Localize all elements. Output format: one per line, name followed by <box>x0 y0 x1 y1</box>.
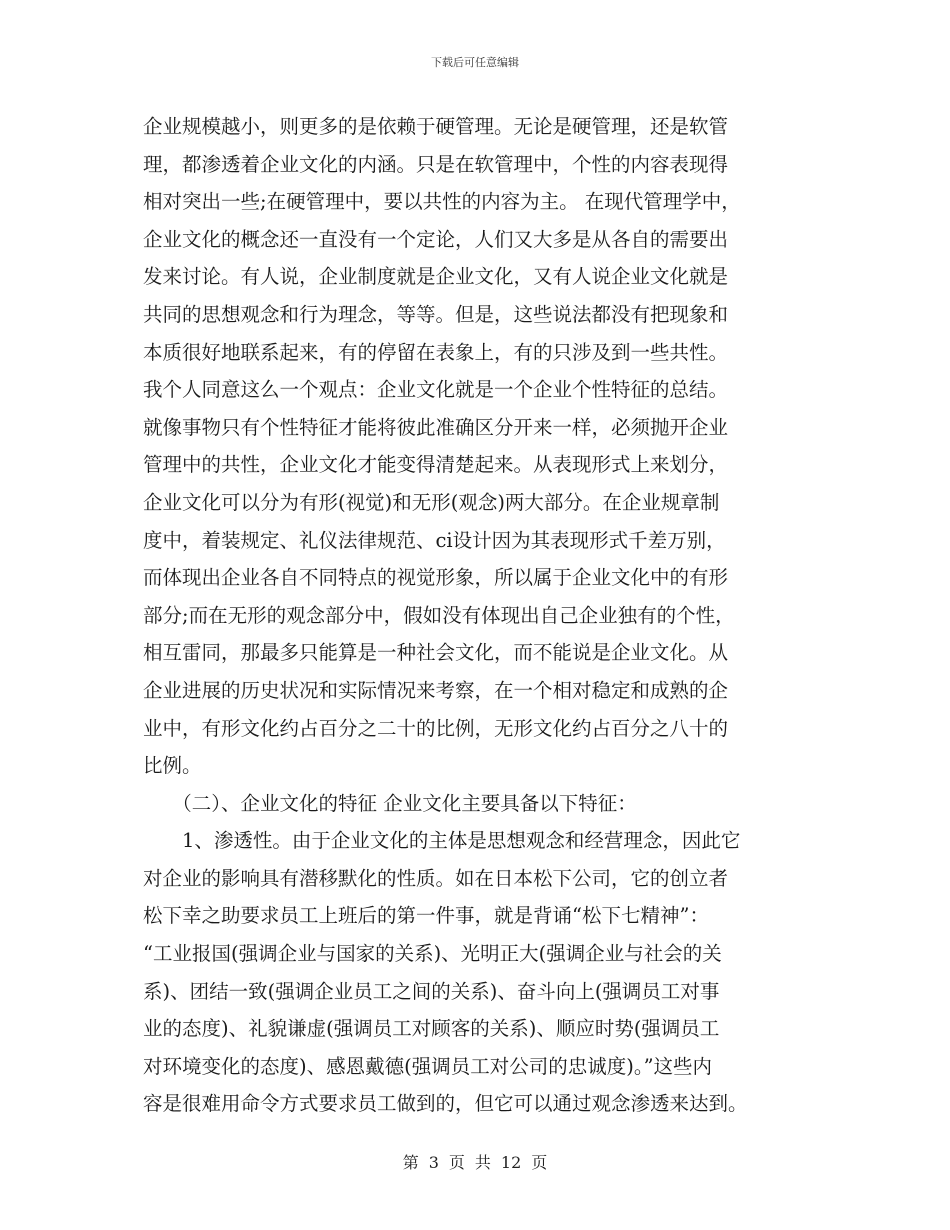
text-line: 业的态度)、礼貌谦虚(强调员工对顾客的关系)、顺应时势(强调员工 <box>143 1017 720 1041</box>
document-body <box>143 108 813 1123</box>
text-line: “工业报国(强调企业与国家的关系)、光明正大(强调企业与社会的关 <box>143 942 722 966</box>
text-line: 我个人同意这么一个观点：企业文化就是一个企业个性特征的总结。 <box>143 378 729 402</box>
text-line: 业中，有形文化约占百分之二十的比例，无形文化约占百分之八十的 <box>143 716 729 740</box>
text-line: 企业文化可以分为有形(视觉)和无形(观念)两大部分。在企业规章制 <box>143 490 720 514</box>
text-line: 1、渗透性。由于企业文化的主体是思想观念和经营理念，因此它 <box>143 829 741 853</box>
footer-total-word: 共 <box>474 1153 491 1172</box>
text-line: 共同的思想观念和行为理念，等等。但是，这些说法都没有把现象和 <box>143 302 729 326</box>
text-line: 企业规模越小，则更多的是依赖于硬管理。无论是硬管理，还是软管 <box>143 115 729 138</box>
footer-current-page: 3 <box>428 1153 439 1172</box>
footer-page-word: 页 <box>448 1153 465 1172</box>
text-line: 发来讨论。有人说，企业制度就是企业文化，又有人说企业文化就是 <box>143 265 729 289</box>
page-footer <box>0 1150 950 1173</box>
text-line: 度中，着装规定、礼仪法律规范、ci设计因为其表现形式千差万别， <box>143 528 726 552</box>
page-header: 下载后可任意编辑 <box>431 56 519 69</box>
text-line: 企业文化的概念还一直没有一个定论，人们又大多是从各自的需要出 <box>143 227 729 251</box>
text-line: 企业进展的历史状况和实际情况来考察，在一个相对稳定和成熟的企 <box>143 678 729 702</box>
text-line: 松下幸之助要求员工上班后的第一件事，就是背诵“松下七精神”： <box>143 904 709 928</box>
text-line: 部分;而在无形的观念部分中，假如没有体现出自己企业独有的个性， <box>143 603 735 627</box>
text-line: 管理中的共性，企业文化才能变得清楚起来。从表现形式上来划分， <box>143 453 729 477</box>
footer-suffix: 页 <box>531 1153 548 1172</box>
footer-prefix: 第 <box>402 1153 419 1172</box>
text-line: 理，都渗透着企业文化的内涵。只是在软管理中，个性的内容表现得 <box>143 152 729 176</box>
text-line: （二）、企业文化的特征 企业文化主要具备以下特征： <box>143 791 637 815</box>
text-line: 相互雷同，那最多只能算是一种社会文化，而不能说是企业文化。从 <box>143 641 729 665</box>
text-line: 容是很难用命令方式要求员工做到的，但它可以通过观念渗透来达到。 <box>143 1092 748 1116</box>
text-line: 系)、团结一致(强调企业员工之间的关系)、奋斗向上(强调员工对事 <box>143 979 720 1003</box>
text-line: 而体现出企业各自不同特点的视觉形象，所以属于企业文化中的有形 <box>143 566 729 590</box>
footer-total-pages: 12 <box>500 1153 522 1172</box>
text-line: 比例。 <box>143 754 202 778</box>
text-line: 就像事物只有个性特征才能将彼此准确区分开来一样，必须抛开企业 <box>143 415 729 439</box>
text-line: 相对突出一些;在硬管理中，要以共性的内容为主。 在现代管理学中， <box>143 190 741 214</box>
text-line: 本质很好地联系起来，有的停留在表象上，有的只涉及到一些共性。 <box>143 340 729 364</box>
text-line: 对环境变化的态度)、感恩戴德(强调员工对公司的忠诚度)。”这些内 <box>143 1054 713 1078</box>
text-line: 对企业的影响具有潜移默化的性质。如在日本松下公司，它的创立者 <box>143 866 729 890</box>
